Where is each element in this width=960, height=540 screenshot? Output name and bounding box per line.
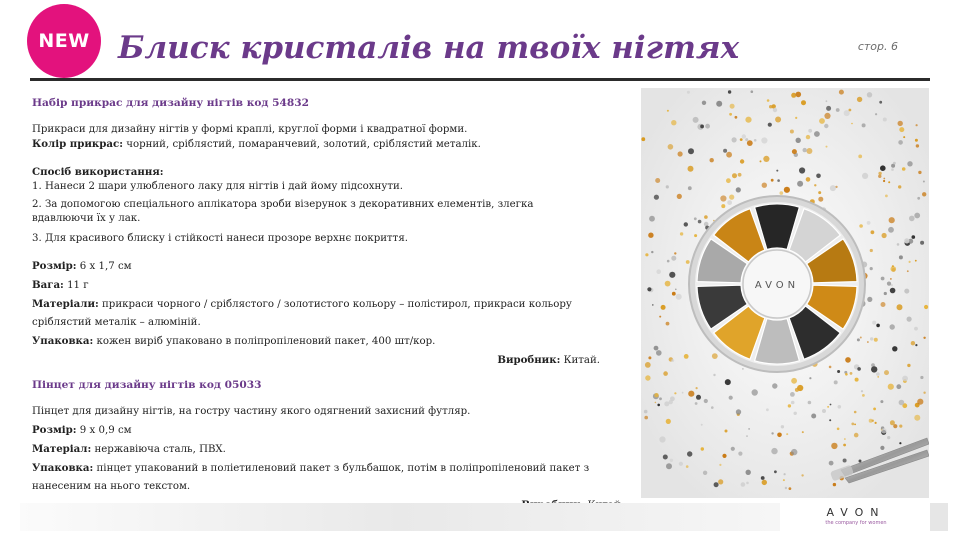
product2-description: Пінцет для дизайну нігтів, на гостру частину якого одягнений захисний футляр. (32, 406, 471, 417)
avon-logo-word: AVON (826, 506, 886, 519)
materials-label: Матеріали: (32, 298, 99, 310)
maker-value: Китай. (560, 355, 600, 366)
size-label: Розмір: (32, 260, 77, 272)
product2-title: Пінцет для дизайну нігтів код 05033 (32, 379, 262, 391)
usage-step-2a: 2. За допомогою спеціального аплікатора зроби візерунок з декоративних елементів, злегка (32, 199, 534, 210)
container-avon-label: AVON (754, 280, 800, 291)
usage-step-1: 1. Нанеси 2 шари улюбленого лаку для нігтів і дай йому підсохнути. (32, 181, 403, 192)
pack-value-2a: пінцет упакований в поліетиленовий пакет з бульбашок, потім в поліпропіленовий пакет з (93, 463, 590, 474)
material-label-2: Матеріал: (32, 443, 92, 455)
page-number: стор. 6 (857, 40, 898, 53)
usage-title-text: Спосіб використання: (32, 166, 164, 178)
size-value-2: 9 х 0,9 см (76, 425, 132, 436)
usage-step-3: 3. Для красивого блиску і стійкості нанеси прозоре верхнє покриття. (32, 233, 408, 244)
size-value: 6 х 1,7 см (76, 261, 132, 272)
product1-description: Прикраси для дизайну нігтів у формі краплі, круглої форми і квадратної форми. (32, 124, 468, 135)
avon-logo (786, 503, 926, 531)
product2-pack (32, 461, 632, 476)
header-divider (30, 78, 930, 81)
weight-value: 11 г (63, 280, 89, 291)
material-value-2: нержавіюча сталь, ПВХ. (91, 444, 226, 455)
product-photo (641, 88, 929, 498)
color-value: чорний, сріблястий, помаранчевий, золотий, сріблястий металік. (122, 139, 481, 150)
materials-value-a: прикраси чорного / сріблястого / золотистого кольору – полістирол, прикраси кольору (98, 299, 572, 310)
page-title: Блиск кристалів на твоїх нігтях (118, 30, 740, 66)
maker-label: Виробник: (497, 354, 561, 366)
product2-pack-cont: нанесеним на нього текстом. (32, 481, 191, 492)
product-photo-illustration (641, 88, 929, 498)
product1-materials-cont: сріблястий металік – алюміній. (32, 317, 201, 328)
pack-value: кожен виріб упаковано в поліпропіленовий пакет, 400 шт/кор. (93, 336, 436, 347)
product1-pack (32, 334, 632, 349)
crystal-wheel (689, 196, 865, 372)
product1-maker (32, 353, 632, 368)
product-description (32, 96, 632, 513)
weight-label: Вага: (32, 279, 64, 291)
product2-size (32, 423, 632, 438)
product2-material (32, 442, 632, 457)
size-label-2: Розмір: (32, 424, 77, 436)
pack-label-2: Упаковка: (32, 462, 94, 474)
footer-bar (20, 503, 780, 531)
product1-materials (32, 297, 632, 312)
usage-step-2b: вдавлюючи їх у лак. (32, 213, 141, 224)
product1-weight (32, 278, 632, 293)
new-badge-label: NEW (38, 30, 90, 52)
new-badge (27, 4, 101, 78)
avon-logo-tagline: the company for women (825, 520, 887, 526)
product1-size (32, 259, 632, 274)
footer-bar-end (930, 503, 948, 531)
usage-title (32, 165, 632, 180)
pack-label: Упаковка: (32, 335, 94, 347)
product1-color (32, 137, 632, 152)
color-label: Колір прикрас: (32, 138, 123, 150)
product1-title: Набір прикрас для дизайну нігтів код 54832 (32, 97, 310, 109)
